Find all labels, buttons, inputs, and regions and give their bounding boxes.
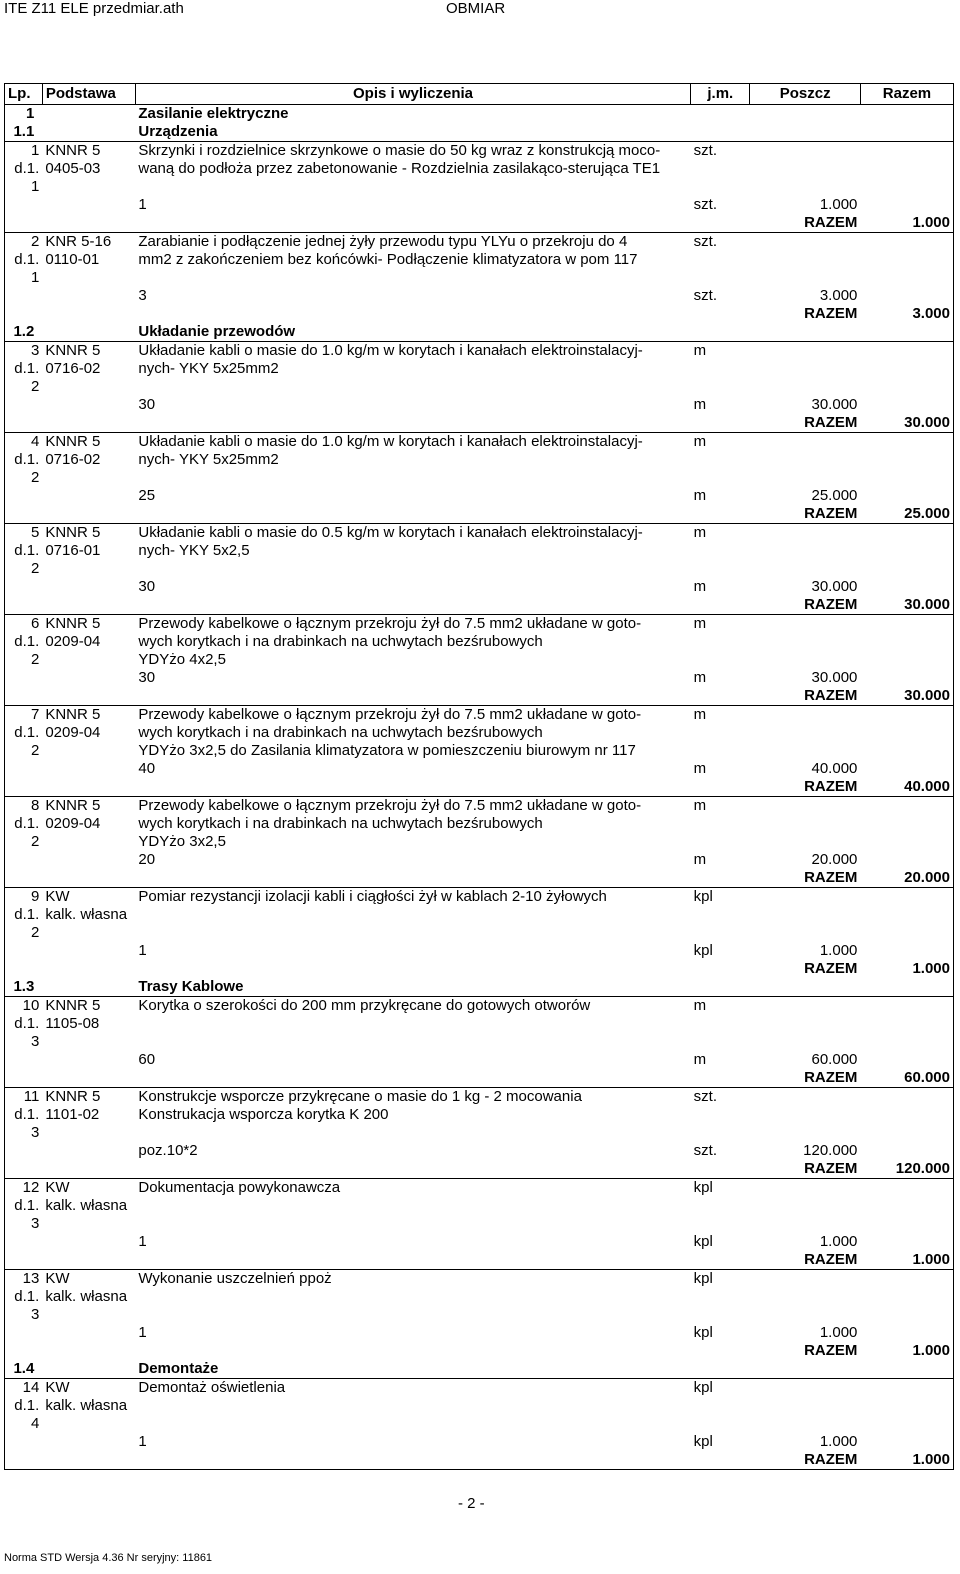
item-description [135,797,690,852]
section-title: Trasy Kablowe [138,978,244,995]
section-number: 1.3 [5,978,43,997]
section-row [5,123,954,142]
measurement-table [4,83,954,1470]
item-base-line: KNNR 5 [45,524,101,541]
item-description-line: Konstrukacja wsporcza korytka K 200 [138,1106,389,1123]
item-number-line: 13 [22,1270,40,1287]
total-row [5,960,954,978]
item-base-line: KNNR 5 [45,615,101,632]
calc-quantity: 3.000 [819,287,858,304]
item-number-line: d.1. [14,1106,40,1123]
calc-row [5,1415,954,1451]
calc-quantity: 1.000 [819,1233,858,1250]
calc-expression: 20 [138,851,156,868]
table-header-row [5,84,954,105]
item-number-line: 3 [30,1124,40,1141]
item-base-line: KNNR 5 [45,797,101,814]
item-description-line: Wykonanie uszczelnień ppoż [138,1270,332,1287]
section-number: 1 [5,105,43,124]
item-description-line: YDYżo 4x2,5 [138,651,226,668]
item-base-line: kalk. własna [45,1288,128,1305]
item-number-line: d.1. [14,1015,40,1032]
table-row [5,524,954,561]
item-base [42,524,135,615]
table-row [5,433,954,470]
calc-unit: szt. [693,196,717,213]
item-number-line: d.1. [14,542,40,559]
item-number-line: 7 [30,706,40,723]
item-number [5,524,43,615]
item-number-line: 12 [22,1179,40,1196]
file-name: ITE Z11 ELE przedmiar.ath [4,0,184,17]
item-unit: kpl [691,1379,750,1416]
calc-expression: 1 [138,1433,147,1450]
total-label: RAZEM [804,1069,858,1086]
total-row [5,1069,954,1088]
table-body [5,105,954,1470]
item-base-line: 0110-01 [45,251,100,268]
item-number-line: 3 [30,1033,40,1050]
total-row [5,214,954,233]
item-base-line: kalk. własna [45,906,128,923]
item-number-line: 4 [30,433,40,450]
item-number-line: d.1. [14,360,40,377]
total-label: RAZEM [804,596,858,613]
calc-expression: 30 [138,578,156,595]
total-row [5,869,954,888]
item-number-line: 3 [30,1215,40,1232]
item-number [5,997,43,1088]
calc-row [5,851,954,869]
section-number: 1.4 [5,1360,43,1379]
section-number: 1.2 [5,323,43,342]
table-row [5,233,954,270]
item-base [42,342,135,433]
table-row [5,1379,954,1416]
total-label: RAZEM [804,505,858,522]
item-total: 30.000 [860,414,953,433]
item-description [135,433,690,470]
calc-quantity: 40.000 [811,760,858,777]
item-base-line: 0209-04 [45,724,101,741]
item-unit: kpl [691,1179,750,1216]
item-number-line: d.1. [14,251,40,268]
total-label: RAZEM [804,960,858,977]
item-base-line: KW [45,1179,70,1196]
item-description-line: Przewody kabelkowe o łącznym przekroju żył do 7.5 mm2 układane w goto- [138,615,642,632]
item-number-line: 2 [30,560,40,577]
item-description-line: Układanie kabli o masie do 1.0 kg/m w korytach i kanałach elektroinstalacyj- [138,342,643,359]
item-description-line: wych korytkach i na drabinkach na uchwytach bezśrubowych [138,815,543,832]
item-base-line: KNNR 5 [45,706,101,723]
calc-quantity: 30.000 [811,578,858,595]
item-number-line: d.1. [14,815,40,832]
total-label: RAZEM [804,1342,858,1359]
item-base-line: kalk. własna [45,1197,128,1214]
item-number-line: 2 [30,378,40,395]
item-base-line: 0209-04 [45,633,101,650]
item-number [5,1179,43,1270]
item-number-line: d.1. [14,633,40,650]
calc-unit: m [693,578,707,595]
item-total: 40.000 [860,778,953,797]
item-number-line: d.1. [14,1397,40,1414]
item-base [42,233,135,324]
section-title: Zasilanie elektryczne [138,105,289,122]
total-label: RAZEM [804,687,858,704]
item-number-line: d.1. [14,724,40,741]
item-unit: szt. [691,1088,750,1125]
item-unit: m [691,615,750,670]
calc-row [5,1306,954,1342]
item-number-line: 1 [30,142,40,159]
total-label: RAZEM [804,869,858,886]
item-number-line: d.1. [14,906,40,923]
total-label: RAZEM [750,1451,860,1470]
item-base-line: KNR 5-16 [45,233,112,250]
item-number [5,342,43,433]
calc-quantity: 20.000 [811,851,858,868]
item-base [42,888,135,979]
item-number-line: 10 [22,997,40,1014]
calc-quantity: 120.000 [803,1142,858,1159]
calc-unit: szt. [693,1142,717,1159]
item-description [135,233,690,270]
item-base-line: 0405-03 [45,160,101,177]
item-description [135,997,690,1034]
item-description [135,1270,690,1307]
total-label: RAZEM [804,1251,858,1268]
calc-expression: 1 [138,1324,147,1341]
item-number-line: 3 [30,1306,40,1323]
item-description-line: waną do podłoża przez zabetonowanie - Rozdzielnia zasilakąco-sterująca TE1 [138,160,661,177]
calc-unit: szt. [693,287,717,304]
total-label: RAZEM [804,214,858,231]
table-row [5,1179,954,1216]
item-description-line: YDYżo 3x2,5 [138,833,226,850]
calc-quantity: 1.000 [819,942,858,959]
software-note: Norma STD Wersja 4.36 Nr seryjny: 11861 [4,1552,213,1564]
item-base-line: KNNR 5 [45,142,101,159]
item-base [42,1088,135,1179]
item-total: 60.000 [860,1069,953,1088]
item-description-line: YDYżo 3x2,5 do Zasilania klimatyzatora w pomieszczeniu biurowym nr 117 [138,742,636,759]
section-row [5,323,954,342]
table-row [5,997,954,1034]
item-description-line: nych- YKY 5x2,5 [138,542,250,559]
calc-unit: m [693,487,707,504]
item-description [135,615,690,670]
item-number-line: 2 [30,651,40,668]
item-base-line: KNNR 5 [45,1088,101,1105]
calc-expression: 60 [138,1051,156,1068]
col-header-desc: Opis i wyliczenia [135,84,690,105]
item-base [42,142,135,233]
item-number [5,142,43,233]
item-total: 1.000 [860,1451,953,1470]
table-row [5,797,954,852]
calc-unit: m [693,851,707,868]
calc-unit: m [693,669,707,686]
item-description [135,1088,690,1125]
item-description-line: Dokumentacja powykonawcza [138,1179,341,1196]
item-description-line: Demontaż oświetlenia [138,1379,286,1396]
item-number-line: 2 [30,469,40,486]
item-description-line: Układanie kabli o masie do 1.0 kg/m w korytach i kanałach elektroinstalacyj- [138,433,643,450]
item-base-line: 1101-02 [45,1106,100,1123]
calc-row [5,378,954,414]
total-row [5,778,954,797]
calc-unit: kpl [693,1433,713,1450]
item-base [42,1179,135,1270]
item-description [135,342,690,379]
item-description-line: nych- YKY 5x25mm2 [138,451,279,468]
item-number-line: 6 [30,615,40,632]
item-unit: kpl [691,1270,750,1307]
item-base-line: KW [45,888,70,905]
col-header-base: Podstawa [42,84,135,105]
item-unit: m [691,706,750,761]
item-base-line: 0716-01 [45,542,101,559]
item-description-line: Przewody kabelkowe o łącznym przekroju żył do 7.5 mm2 układane w goto- [138,797,642,814]
calc-row [5,760,954,778]
item-base-line: 0209-04 [45,815,101,832]
section-row [5,978,954,997]
item-total: 30.000 [860,596,953,615]
calc-unit: m [693,396,707,413]
item-number-line: 2 [30,742,40,759]
item-base-line: KNNR 5 [45,342,101,359]
item-total: 120.000 [860,1160,953,1179]
item-base-line: KW [45,1379,70,1396]
total-row [5,1251,954,1270]
item-description-line: Układanie kabli o masie do 0.5 kg/m w korytach i kanałach elektroinstalacyj- [138,524,643,541]
calc-expression: 3 [138,287,147,304]
item-number-line: 2 [30,233,40,250]
item-number [5,1088,43,1179]
item-number [5,797,43,888]
item-base-line: 0716-02 [45,360,101,377]
calc-quantity: 1.000 [819,1324,858,1341]
item-total: 1.000 [860,214,953,233]
table-row [5,706,954,761]
table-row [5,888,954,925]
item-base [42,1379,135,1470]
table-row [5,142,954,179]
calc-unit: kpl [693,1324,713,1341]
item-number-line: d.1. [14,1288,40,1305]
item-description-line: Przewody kabelkowe o łącznym przekroju żył do 7.5 mm2 układane w goto- [138,706,642,723]
table-row [5,342,954,379]
calc-expression: 30 [138,669,156,686]
item-number-line: d.1. [14,451,40,468]
item-number-line: 3 [30,342,40,359]
item-unit: m [691,524,750,561]
section-title: Układanie przewodów [138,323,296,340]
total-label: RAZEM [804,778,858,795]
col-header-lp: Lp. [5,84,43,105]
item-unit: m [691,997,750,1034]
item-description-line: Zarabianie i podłączenie jednej żyły przewodu typu YLYu o przekroju do 4 [138,233,628,250]
item-total: 1.000 [860,1342,953,1360]
item-unit: szt. [691,142,750,179]
calc-expression: 1 [138,1233,147,1250]
item-base-line: kalk. własna [45,1397,128,1414]
item-number-line: 5 [30,524,40,541]
page-number: - 2 - [458,1495,485,1512]
item-description-line: nych- YKY 5x25mm2 [138,360,279,377]
calc-expression: poz.10*2 [138,1142,198,1159]
item-number-line: 9 [30,888,40,905]
item-unit: m [691,342,750,379]
item-base [42,433,135,524]
item-total: 3.000 [860,305,953,323]
total-label: RAZEM [804,1160,858,1177]
item-description [135,1379,690,1416]
calc-unit: m [693,1051,707,1068]
calc-quantity: 25.000 [811,487,858,504]
item-description [135,142,690,179]
total-label: RAZEM [804,414,858,431]
calc-quantity: 30.000 [811,669,858,686]
total-row [5,414,954,433]
total-row [5,687,954,706]
item-description-line: wych korytkach i na drabinkach na uchwytach bezśrubowych [138,633,543,650]
calc-unit: kpl [693,1233,713,1250]
item-base-line: KNNR 5 [45,997,101,1014]
total-row [5,1451,954,1470]
item-number-line: 11 [23,1088,40,1105]
item-description-line: Pomiar rezystancji izolacji kabli i ciągłości żył w kablach 2-10 żyłowych [138,888,607,905]
item-number [5,706,43,797]
item-total: 30.000 [860,687,953,706]
calc-quantity: 1.000 [819,1433,858,1450]
item-description-line: Skrzynki i rozdzielnice skrzynkowe o masie do 50 kg wraz z konstrukcją moco- [138,142,661,159]
item-number-line: d.1. [14,1197,40,1214]
item-number-line: 14 [22,1379,40,1396]
item-description [135,888,690,925]
item-number [5,1270,43,1361]
item-total: 20.000 [860,869,953,888]
item-number [5,615,43,706]
item-description-line: Konstrukcje wsporcze przykręcane o masie do 1 kg - 2 mocowania [138,1088,582,1105]
item-base [42,997,135,1088]
calc-expression: 25 [138,487,156,504]
calc-row [5,269,954,305]
item-description-line: wych korytkach i na drabinkach na uchwytach bezśrubowych [138,724,543,741]
item-number-line: 1 [30,178,40,195]
item-number-line: 2 [30,833,40,850]
table-row [5,1270,954,1307]
item-base-line: KW [45,1270,70,1287]
col-header-total: Razem [860,84,953,105]
item-number [5,233,43,324]
item-unit: kpl [691,888,750,925]
item-base [42,615,135,706]
item-unit: m [691,797,750,852]
total-label: RAZEM [804,305,858,322]
item-number [5,1379,43,1470]
item-number [5,433,43,524]
calc-quantity: 30.000 [811,396,858,413]
item-number-line: 1 [30,269,40,286]
item-number-line: d.1. [14,160,40,177]
item-base-line: 1105-08 [45,1015,100,1032]
item-number-line: 4 [30,1415,40,1432]
item-number-line: 8 [30,797,40,814]
section-row [5,1360,954,1379]
item-description [135,706,690,761]
calc-expression: 30 [138,396,156,413]
item-description-line: Korytka o szerokości do 200 mm przykręcane do gotowych otworów [138,997,591,1014]
item-number [5,888,43,979]
calc-unit: kpl [693,942,713,959]
page-title: OBMIAR [446,0,506,17]
calc-expression: 40 [138,760,156,777]
total-row [5,596,954,615]
item-total: 1.000 [860,960,953,978]
item-total: 1.000 [860,1251,953,1270]
item-base [42,706,135,797]
total-row [5,505,954,524]
section-title: Demontaże [138,1360,219,1377]
col-header-unit: j.m. [691,84,750,105]
calc-row [5,560,954,596]
item-unit: m [691,433,750,470]
total-row [5,1342,954,1360]
item-base [42,1270,135,1361]
section-number: 1.1 [5,123,43,142]
total-row [5,1160,954,1179]
col-header-qty: Poszcz [750,84,860,105]
calc-quantity: 1.000 [819,196,858,213]
section-row [5,105,954,124]
calc-unit: m [693,760,707,777]
calc-row [5,924,954,960]
item-unit: szt. [691,233,750,270]
calc-row [5,1124,954,1160]
total-row [5,305,954,323]
calc-expression: 1 [138,196,147,213]
calc-row [5,1033,954,1069]
calc-row [5,669,954,687]
calc-quantity: 60.000 [811,1051,858,1068]
calc-row [5,178,954,214]
item-description [135,524,690,561]
calc-expression: 1 [138,942,147,959]
table-row [5,615,954,670]
item-number-line: 2 [30,924,40,941]
section-title: Urządzenia [138,123,218,140]
calc-row [5,469,954,505]
item-total: 25.000 [860,505,953,524]
item-base-line: KNNR 5 [45,433,101,450]
item-base [42,797,135,888]
item-description-line: mm2 z zakończeniem bez końcówki- Podłączenie klimatyzatora w pom 117 [138,251,638,268]
item-description [135,1179,690,1216]
calc-row [5,1215,954,1251]
item-base-line: 0716-02 [45,451,101,468]
table-row [5,1088,954,1125]
